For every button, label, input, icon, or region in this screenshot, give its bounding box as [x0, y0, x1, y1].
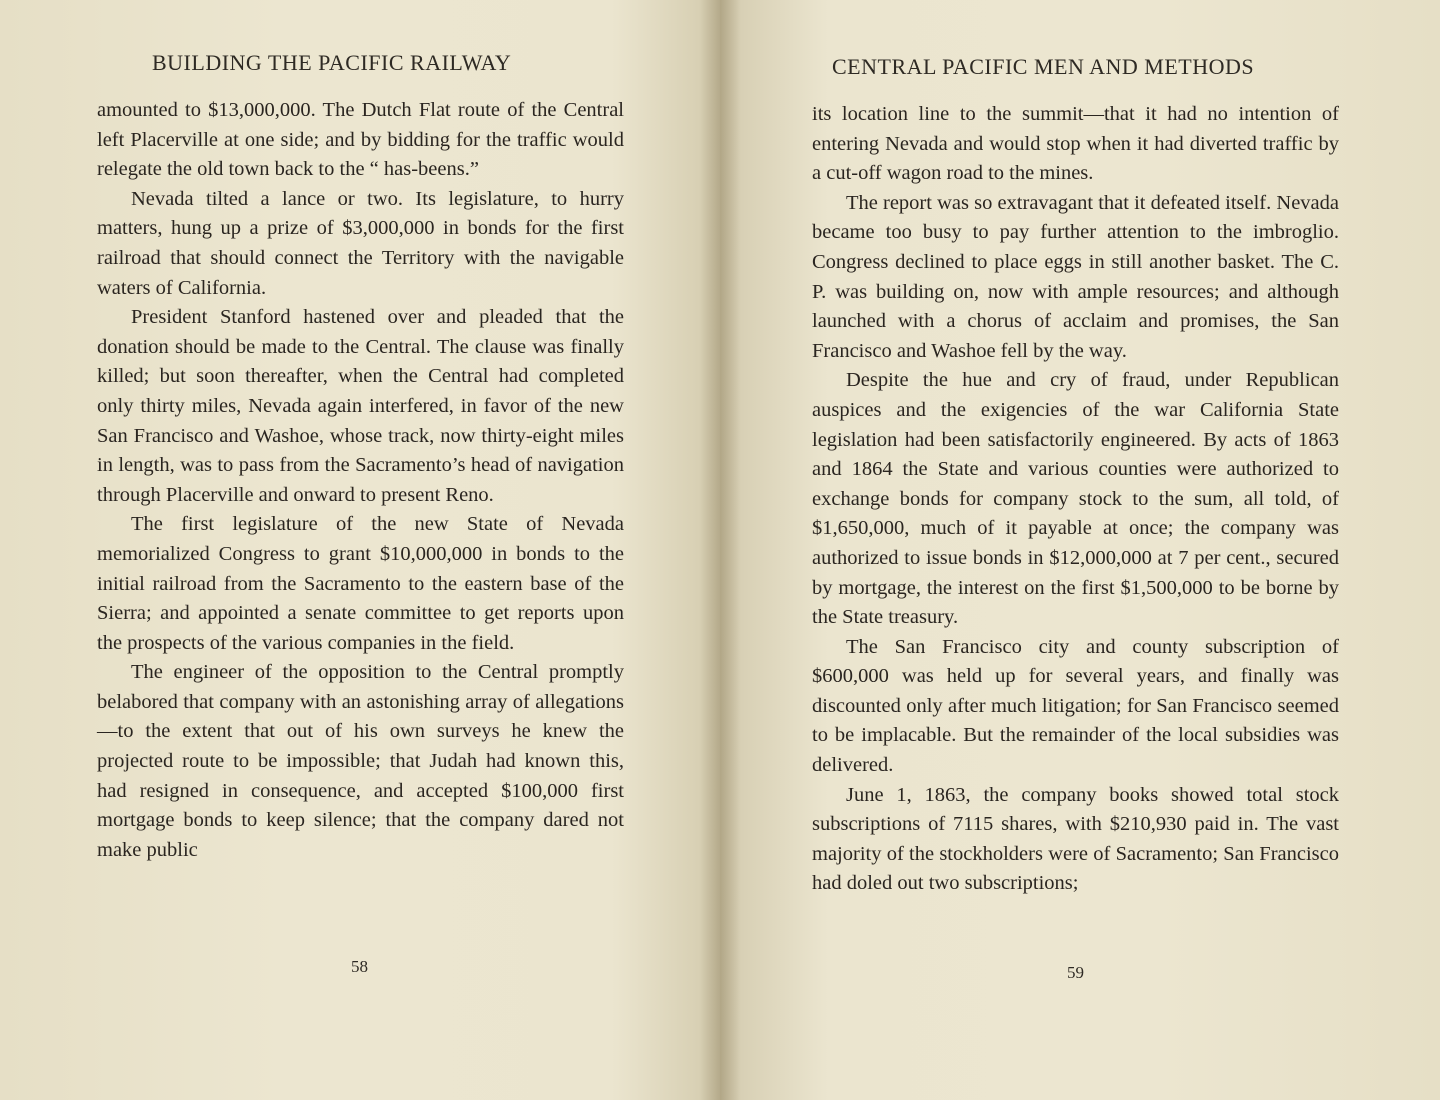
paragraph: President Stanford hastened over and pleaded that the donation should be made to the Central. The clause was finally killed; but soon thereafter, when the Central had completed only thirty miles, Nevada again interfered, in favor of the new San Francisco and Washoe, whose track, now thirty-eight miles in length, was to pass from the Sacramento’s head of navigation through Placerville and onward to present Reno. — [97, 306, 624, 506]
right-page — [720, 0, 1440, 1100]
body-text-left — [97, 96, 624, 865]
paragraph: The first legislature of the new State of Nevada memorialized Congress to grant $10,000,000 in bonds to the initial railroad from the Sacramento to the eastern base of the Sierra; and appointed a senate committee to get reports upon the prospects of the various companies in the field. — [97, 513, 624, 654]
paragraph: The engineer of the opposition to the Central promptly belabored that company with an astonishing array of allegations—to the extent that out of his own surveys he knew the projected route to be impossible; that Judah had known this, had resigned in consequence, and accepted $100,000 first mortgage bonds to keep silence; that the company dared not make public — [97, 661, 624, 861]
page-number-left: 58 — [351, 957, 368, 976]
paragraph: Nevada tilted a lance or two. Its legislature, to hurry matters, hung up a prize of $3,000,000 in bonds for the first railroad that should connect the Territory with the navigable waters of California. — [97, 187, 624, 299]
paragraph: The report was so extravagant that it defeated itself. Nevada became too busy to pay further attention to the imbroglio. Congress declined to place eggs in still another basket. The C. P. was building on, now with ample resources; and although launched with a chorus of acclaim and promises, the San Francisco and Washoe fell by the way. — [812, 191, 1339, 362]
running-head-right: CENTRAL PACIFIC MEN AND METHODS — [832, 54, 1255, 79]
body-text-right — [812, 100, 1339, 899]
page-number-right: 59 — [1067, 963, 1084, 982]
paragraph: Despite the hue and cry of fraud, under Republican auspices and the exigencies of the war California State legislation had been satisfactorily engineered. By acts of 1863 and 1864 the State and various counties were authorized to exchange bonds for company stock to the sum, all told, of $1,650,000, much of it payable at once; the company was authorized to issue bonds in $12,000,000 at 7 per cent., secured by mortgage, the interest on the first $1,500,000 to be borne by the State treasury. — [812, 369, 1339, 629]
paragraph: The San Francisco city and county subscription of $600,000 was held up for several years, and finally was discounted only after much litigation; for San Francisco seemed to be implacable. But the remainder of the local subsidies was delivered. — [812, 635, 1339, 777]
paragraph: amounted to $13,000,000. The Dutch Flat route of the Central left Placerville at one side; and by bidding for the traffic would relegate the old town back to the “ has-beens.” — [97, 99, 624, 181]
paragraph: its location line to the summit—that it had no intention of entering Nevada and would stop when it had diverted traffic by a cut-off wagon road to the mines. — [812, 103, 1339, 185]
paragraph: June 1, 1863, the company books showed total stock subscriptions of 7115 shares, with $210,930 paid in. The vast majority of the stockholders were of Sacramento; San Francisco had doled out two subscriptions; — [812, 783, 1339, 895]
running-head-left: BUILDING THE PACIFIC RAILWAY — [152, 50, 512, 75]
